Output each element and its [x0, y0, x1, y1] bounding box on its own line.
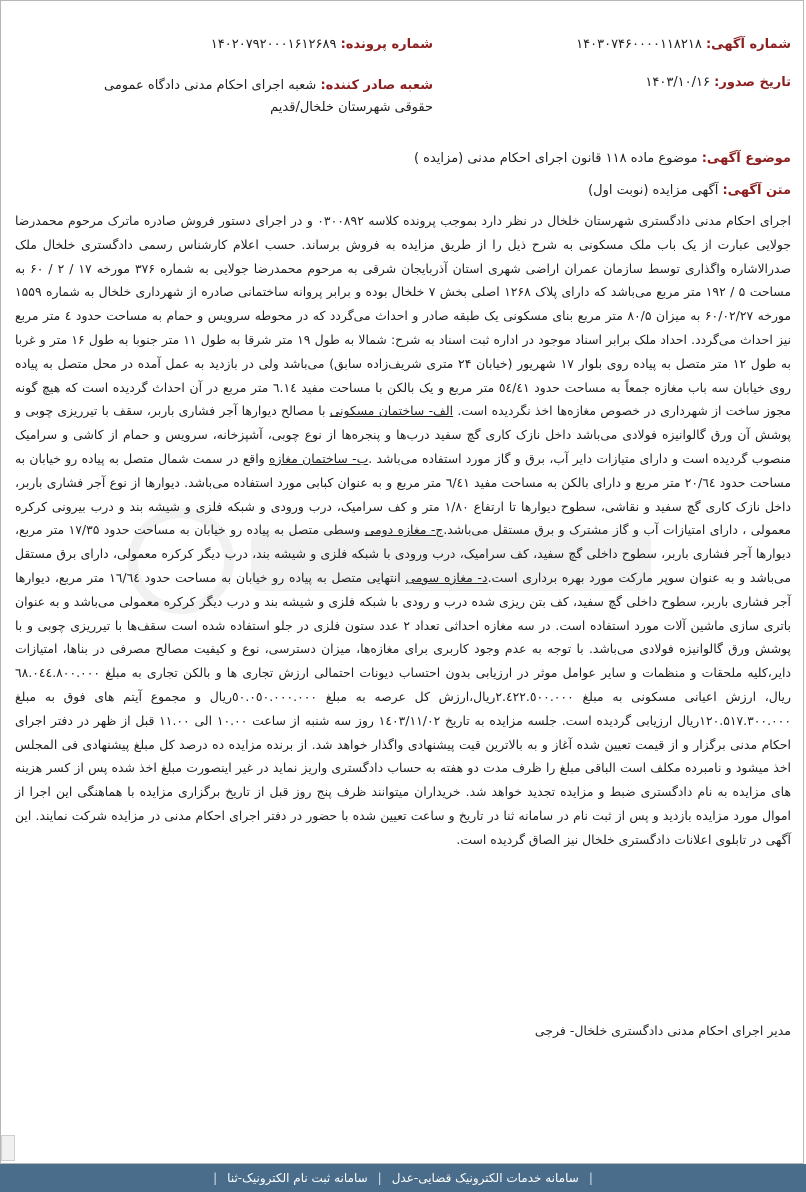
signature: مدیر اجرای احکام مدنی دادگستری خلخال- فرجی — [534, 1023, 791, 1038]
notice-body-paragraph — [15, 209, 791, 852]
issuer-label: شعبه صادر کننده: — [320, 78, 433, 93]
footer-link-sana[interactable]: سامانه ثبت نام الکترونیک-ثنا — [227, 1171, 368, 1185]
notice-text-label: متن آگهی: — [722, 183, 791, 198]
body-intro: اجرای احکام مدنی دادگستری شهرستان خلخال در نظر دارد بموجب پرونده کلاسه ۰۳۰۰۸۹۲ و در اجرای دستور فروش صادره ماترک مرحوم محمدرضا جولایی عبارت از یک باب ملک مسکونی به شرح ذیل را از طریق مزایده به فروش برساند. حسب اعلام کارشناس رسمی دادگستری خلخال ملک صدرالاشاره واگذاری توسط سازمان عمران اراضی شهری استان آذربایجان شرقی به مرحوم محمدرضا جولایی به شماره ۳۷۶ مورخه ۱۷ / ۲ / ۶۰ به مساحت ۵ / ۱۹۲ متر مربع می‌باشد که دارای پلاک ۱۲۶۸ اصلی بخش ۷ خلخال بوده و برابر پروانه ساختمانی صادره از شهرداری خلخال به شماره ۱۵۵۹ مورخه ۶۰/۰۲/۲۷ به میزان ۸۰/۵ متر مربع بنای مسکونی یک طبقه صادر و احداث می‌گردد که در محوطه سرویس و حمام به مساحت حدود ٤ متر مربع نیز احداث می‌گردد. احداد ملک برابر اسناد موجود در اداره ثبت اسناد به شرح: شمالا به طول ۱۹ متر شرقا به طول ۱۱ متر جنوبا به طول ۱۶ متر و غربا به طول ۱۲ متر متصل به پیاده روی بلوار ۱۷ شهریور (خیابان ۲۴ متری شریف‌زاده سابق) می‌باشد ولی در بازدید به عمل آمده در محل متصل به پیاده روی خیابان سه باب مغازه جمعاً به مساحت حدود ٥٤/٤١ متر مربع و یک بالکن با مساحت مفید ٦.١٤ متر مربع در آن احداث گردیده است که هیچ گونه مجوز ساخت از شهرداری در خصوص مغازه‌ها اخذ نگردیده است. — [15, 213, 792, 419]
section-d-label: د- مغازه سومی — [405, 569, 488, 585]
notice-body — [15, 209, 791, 852]
issue-date-field — [645, 75, 791, 90]
notice-text-value: آگهی مزایده (نوبت اول) — [588, 183, 719, 198]
section-a-text: با مصالح دیوارها آجر فشاری باربر، سقف با تیرریزی چوبی و پوشش آن ورق گالوانیزه فولادی می‌باشد داخل نازک کاری گچ سفید درب‌ها و پنجره‌ها از نوع چوبی، آشپزخانه، سرویس و حمام از کاشی و سرامیک منصوب گردیده است و دارای متیازات دایر آب، برق و گاز مورد استفاده می‌باشد . — [15, 403, 791, 466]
footer-divider-right: | — [588, 1171, 593, 1185]
section-d-text: انتهایی متصل به پیاده رو خیابان به مساحت حدود ۱٦/٦٤ متر مربع، دیوارها آجر فشاری باربر، سطوح داخلی گچ سفید، کف بتن ریزی شده درب و رودی با شبکه فلزی و شیشه بند و درب دیگر کرکره معمولی می‌باشد و به عنوان باتری سازی ماشین آلات مورد استفاده است. در سه مغازه احداثی تعداد ۲ عدد ستون فلزی در جلو استفاده شده است سقف‌ها با تیرریزی چوبی و با پوشش ورق گالوانیزه فولادی می‌باشد. با توجه به عدم وجود کاربری برای مغازه‌ها، میزان دسترسی، نوع و کیفیت مصالح مصرفی در بناها، امتیازات دایر،کلیه ملحقات و منظمات و سایر عوامل موثر در ارزیابی بدون احتساب دیونات احتمالی ارزش تجاری ها و بالکن تجاری به مبلغ ٦٨.٠٤٤.٨٠٠.٠٠٠ ریال، ارزش اعیانی مسکونی به مبلغ ٢.٤٢٢.٥٠٠.٠٠٠ریال،ارزش کل عرصه به مبلغ ٥٠.٠٥٠.٠٠٠.٠٠٠ریال و مجموع آیتم های فوق به مبلغ ۱۲۰.۵۱۷.۳۰۰.۰۰۰ریال ارزیابی گردیده است. جلسه مزایده به تاریخ ۱٤٠۳/۱۱/٠۲ روز سه شنبه از ساعت ۱۰.۰۰ الی ۱۱.۰۰ قبل از ظهر در دفتر اجرای احکام مدنی برگزار و از قیمت تعیین شده آغاز و به بالاترین قیت پیشنهادی واگذار خواهد شد. از برنده مزایده ده درصد کل مبلغ پیشنهادی فی المجلس اخذ میشود و نامبرده مکلف است الباقی مبلغ را ظرف مدت دو هفته به حساب دادگستری واریز نماید در غیر اینصورت مبلغ اخذ شده پس از کسر هزینه های مزایده به نام دادگستری ضبط و مزایده تجدید خواهد شد. خریداران میتوانند ظرف پنج روز قبل از تاریخ برگزاری مزایده با هماهنگی این اجرا از اموال مورد مزایده بازدید و پس از ثبت نام در سامانه ثنا در تاریخ و ساعت تعیین شده با حضور در دفتر اجرای احکام مدنی در مزایده شرکت نمایند. این آگهی در تابلوی اعلانات دادگستری خلخال نیز الصاق گردیده است. — [15, 569, 791, 847]
section-b-label: ب- ساختمان مغازه — [268, 450, 369, 466]
footer-divider-left: | — [213, 1171, 218, 1185]
scrollbar[interactable] — [1, 1135, 15, 1161]
issue-date-label: تاریخ صدور: — [714, 75, 791, 90]
section-a-label: الف- ساختمان مسکونی — [329, 403, 454, 419]
subject-value: موضوع ماده ۱۱۸ قانون اجرای احکام مدنی (مزایده ) — [413, 151, 698, 166]
notice-number-label: شماره آگهی: — [705, 37, 791, 52]
notice-number-value: ۱۴۰۳۰۷۴۶۰۰۰۰۱۱۸۲۱۸ — [576, 37, 702, 52]
footer-bar — [0, 1164, 806, 1192]
subject-field — [414, 151, 791, 166]
section-c-label: ج- مغازه دومی — [364, 522, 444, 538]
file-number-value: ۱۴۰۲۰۷۹۲۰۰۰۱۶۱۲۶۸۹ — [210, 37, 337, 52]
issuer-value: شعبه اجرای احکام مدنی دادگاه عمومی حقوقی شهرستان خلخال/قدیم — [103, 78, 433, 115]
notice-text-field — [588, 183, 791, 198]
section-c-text: وسطی متصل به پیاده رو خیابان به مساحت حدود ۱۷/۳۵ متر مربع، دیوارها آجر فشاری باربر، سطوح داخلی گچ سفید، کف سرامیک، درب ورودی با شبکه فلزی و شیشه بند، درب دیگر کرکره معمولی، دارای برق مستقل می‌باشد و به عنوان سوپر مارکت مورد بهره برداری است. — [15, 522, 791, 585]
footer-link-adl[interactable]: سامانه خدمات الکترونیک قضایی-عدل — [391, 1171, 579, 1185]
subject-label: موضوع آگهی: — [701, 151, 791, 166]
footer-separator: | — [377, 1171, 382, 1185]
notice-number-field — [576, 37, 791, 52]
file-number-field — [211, 37, 433, 52]
issue-date-value: ۱۴۰۳/۱۰/۱۶ — [645, 75, 710, 90]
issuer-field — [103, 75, 433, 119]
section-b-text: واقع در سمت شمال متصل به پیاده رو خیابان به مساحت حدود ۲۰/٦٤ متر مربع و دارای بالکن به مساحت مفید ٦/٤١ متر مربع و به عنوان کبابی مورد استفاده می‌باشد. دیوارها از نوع آجر فشاری باربر، داخل نازک کاری گچ سفید و نقاشی، سطوح دیوارها تا ارتفاع ۱/۸۰ متر و کف سرامیک، درب ورودی و شبکه فلزی و شیشه بند و درب بیرونی کرکره معمولی ، دارای امتیازات آب و گاز مشترک و برق مستقل می‌باشد. — [15, 450, 792, 538]
file-number-label: شماره پرونده: — [340, 37, 433, 52]
